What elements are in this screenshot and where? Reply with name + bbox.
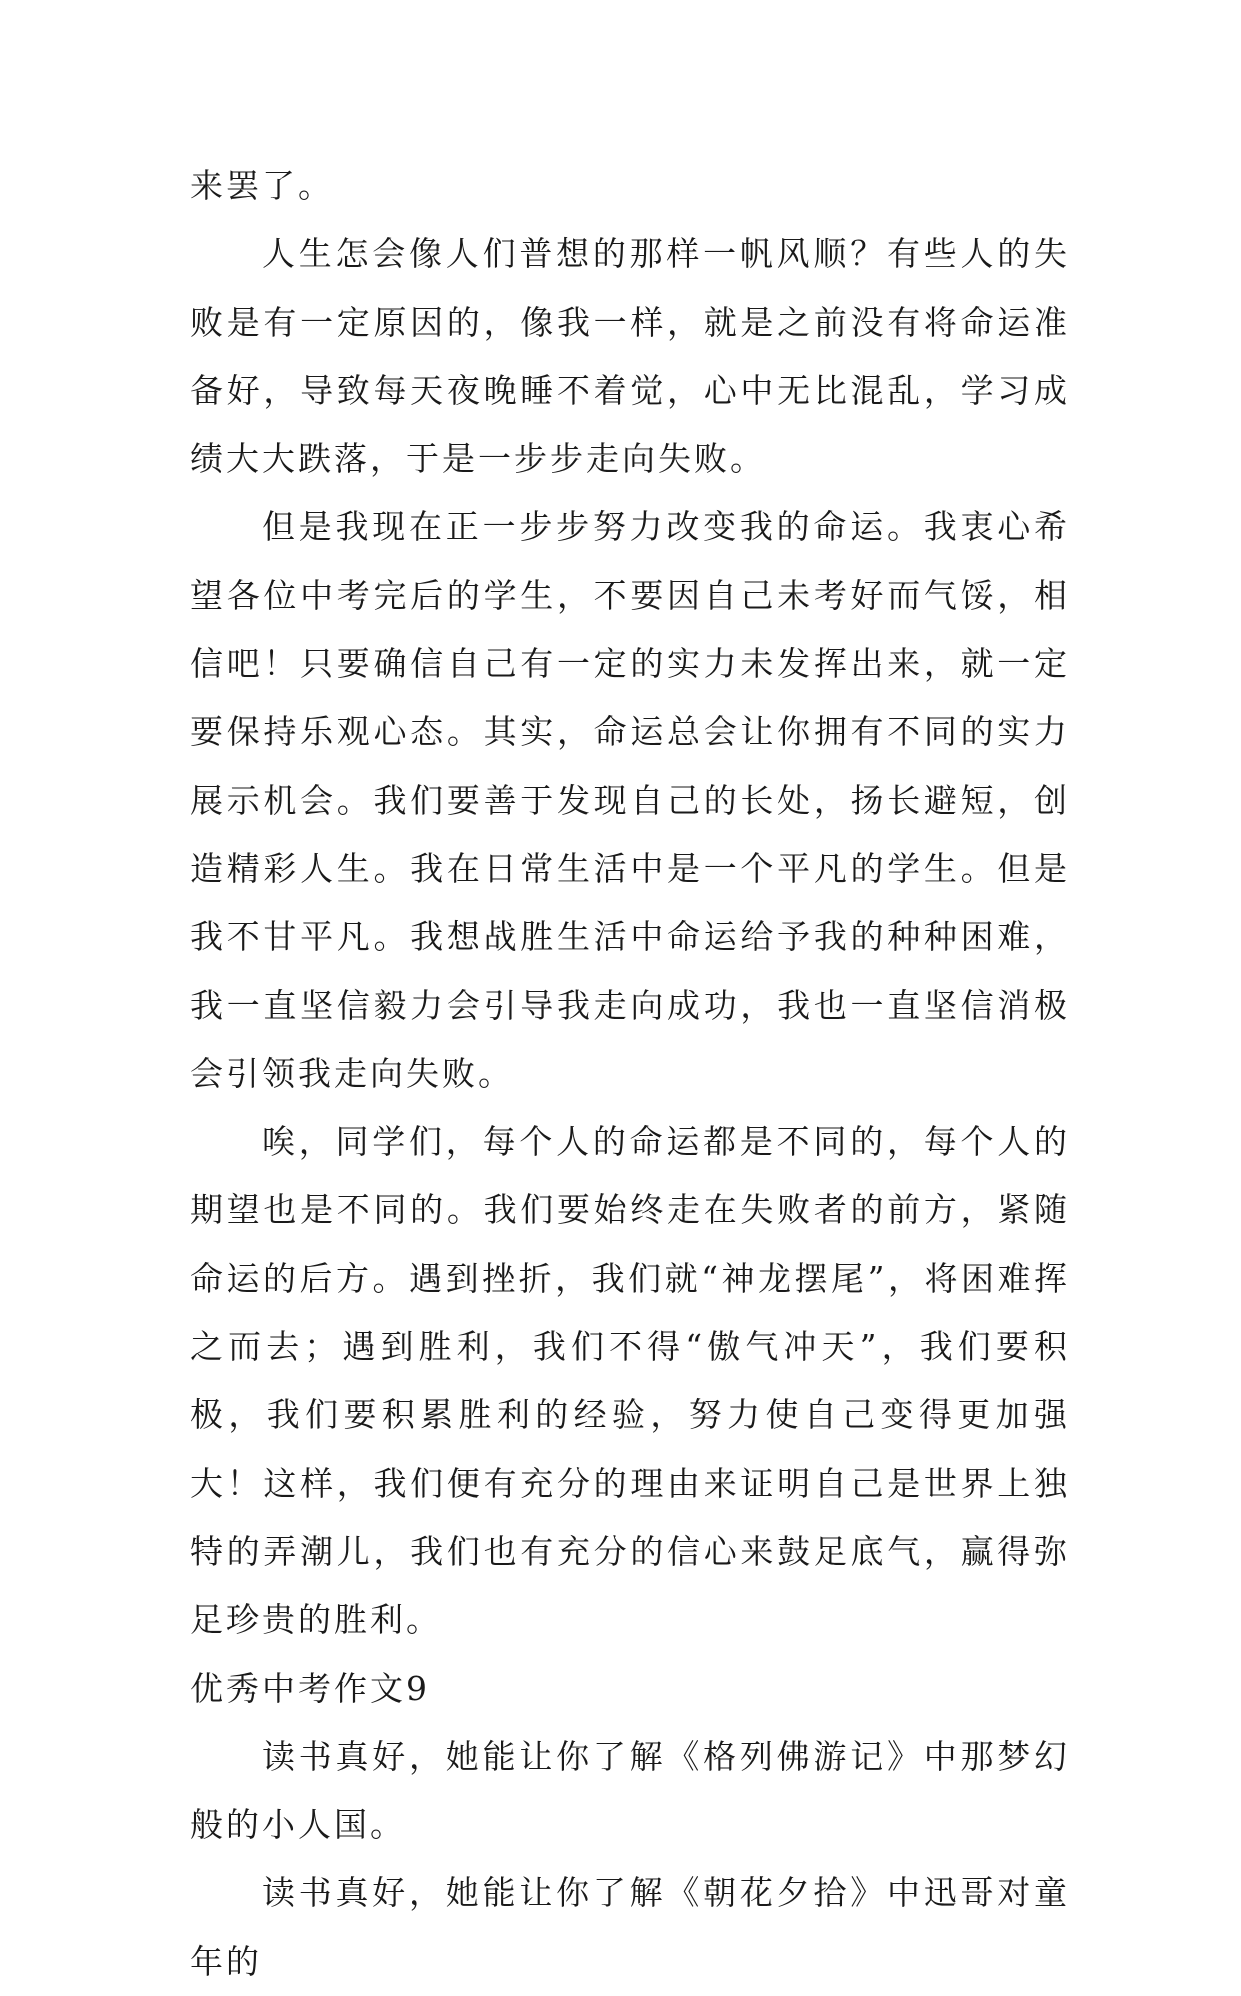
paragraph-continuation: 来罢了。	[190, 166, 334, 205]
paragraph: 人生怎会像人们普想的那样一帆风顺？有些人的失败是有一定原因的，像我一样，就是之前没有将命运准备好，导致每天夜晚睡不着觉，心中无比混乱，学习成绩大大跌落，于是一步步走向失败。	[190, 234, 1070, 479]
paragraph: 唉，同学们，每个人的命运都是不同的，每个人的期望也是不同的。我们要始终走在失败者的前方，紧随命运的后方。遇到挫折，我们就“神龙摆尾”，将困难挥之而去；遇到胜利，我们不得“傲气冲天”，我们要积极，我们要积累胜利的经验，努力使自己变得更加强大！这样，我们便有充分的理由来证明自己是世界上独特的弄潮儿，我们也有充分的信心来鼓足底气，赢得弥足珍贵的胜利。	[190, 1122, 1070, 1640]
section-title: 优秀中考作文9	[190, 1668, 430, 1708]
paragraph: 但是我现在正一步步努力改变我的命运。我衷心希望各位中考完后的学生，不要因自己未考好而气馁，相信吧！只要确信自己有一定的实力未发挥出来，就一定要保持乐观心态。其实，命运总会让你拥有不同的实力展示机会。我们要善于发现自己的长处，扬长避短，创造精彩人生。我在日常生活中是一个平凡的学生。但是我不甘平凡。我想战胜生活中命运给予我的种种困难，我一直坚信毅力会引导我走向成功，我也一直坚信消极会引领我走向失败。	[190, 507, 1070, 1093]
paragraph: 读书真好，她能让你了解《朝花夕拾》中迅哥对童年的	[190, 1873, 1070, 1981]
paragraph: 读书真好，她能让你了解《格列佛游记》中那梦幻般的小人国。	[190, 1736, 1070, 1845]
document-body	[190, 152, 1070, 1996]
